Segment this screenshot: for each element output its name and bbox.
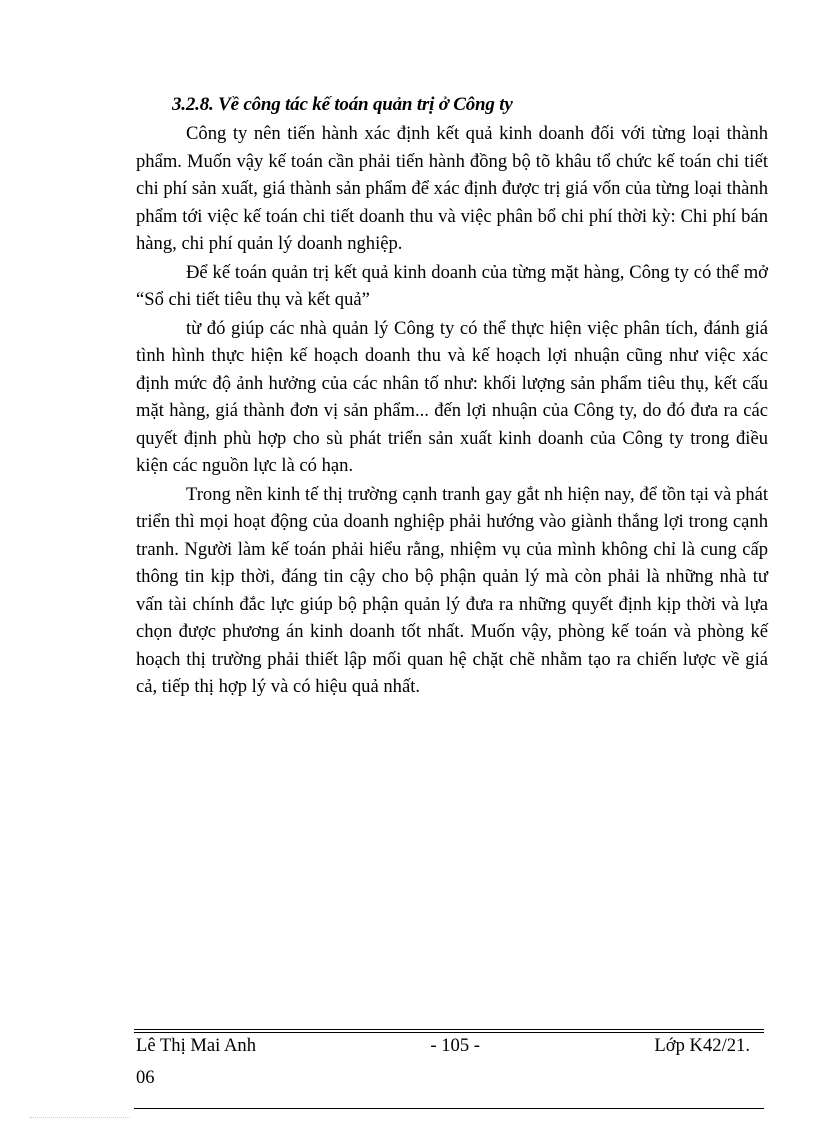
paragraph-1: Công ty nên tiến hành xác định kết quả kinh doanh đối với từng loại thành phẩm. Muốn vậy kế toán cần phải tiến hành đồng bộ tõ khâu tổ chức kế toán chi tiết chi phí sản xuất, giá thành sản phẩm để xác định được trị giá vốn của từng loại thành phẩm tới việc kế toán chi tiết doanh thu và việc phân bổ chi phí thời kỳ: Chi phí bán hàng, chi phí quản lý doanh nghiệp. — [136, 123, 768, 254]
paragraph-4: Trong nền kinh tế thị trường cạnh tranh gay gắt nh hiện nay, để tồn tại và phát triển thì mọi hoạt động của doanh nghiệp phải hướng vào giành thắng lợi trong cạnh tranh. Người làm kế toán phải hiểu rằng, nhiệm vụ của mình không chỉ là cung cấp thông tin kịp thời, đáng tin cậy cho bộ phận quản lý mà còn phải là những nhà tư vấn tài chính đắc lực giúp bộ phận quản lý đưa ra những quyết định kịp thời và lựa chọn được phương án kinh doanh tốt nhất. Muốn vậy, phòng kế toán và phòng kế hoạch thị trường phải thiết lập mối quan hệ chặt chẽ nhằm tạo ra chiến lược về giá cả, tiếp thị hợp lý và có hiệu quả nhất. — [136, 483, 768, 697]
footer-author: Lê Thị Mai Anh — [136, 1035, 256, 1056]
footer-rule-second — [134, 1032, 764, 1033]
section-heading: 3.2.8. Về công tác kế toán quản trị ở Công ty — [172, 94, 513, 115]
page-edge-mark — [30, 1117, 130, 1119]
footer — [136, 1034, 750, 1058]
footer-class-continuation: 06 — [136, 1067, 155, 1088]
footer-rule-top — [134, 1029, 764, 1030]
body-text — [136, 120, 768, 701]
paragraph-3: từ đó giúp các nhà quản lý Công ty có thể thực hiện việc phân tích, đánh giá tình hình thực hiện kế hoạch doanh thu và kế hoạch lợi nhuận cũng như việc xác định mức độ ảnh hưởng của các nhân tố như: khối lượng sản phẩm tiêu thụ, kết cấu mặt hàng, giá thành đơn vị sản phẩm... đến lợi nhuận của Công ty, do đó đưa ra các quyết định phù hợp cho sù phát triển sản xuất kinh doanh của Công ty trong điều kiện các nguồn lực là có hạn. — [136, 317, 768, 476]
paragraph-2: Để kế toán quản trị kết quả kinh doanh của từng mặt hàng, Công ty có thể mở “Sổ chi tiết tiêu thụ và kết quả” — [136, 261, 768, 310]
footer-class: Lớp K42/21. — [654, 1035, 750, 1056]
bottom-rule — [134, 1108, 764, 1109]
footer-page-number: - 105 - — [430, 1035, 480, 1056]
